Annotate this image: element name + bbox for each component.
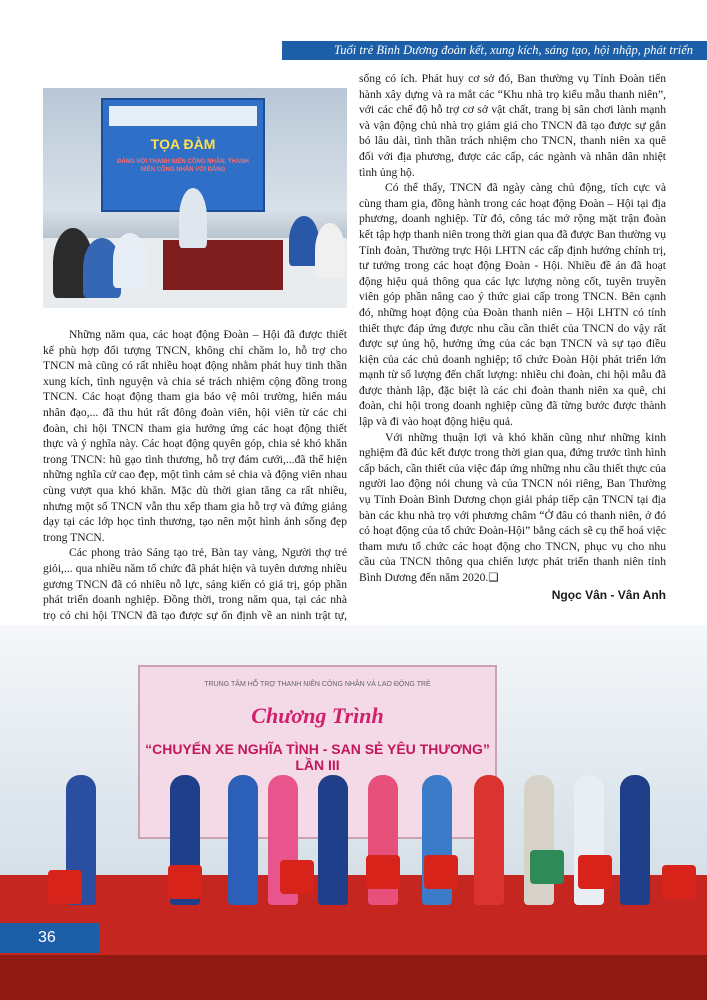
seminar-photo — [43, 88, 347, 308]
person-figure — [228, 775, 258, 905]
gift-bag — [168, 865, 202, 899]
gift-bag — [48, 870, 82, 904]
author-signature: Ngọc Vân - Vân Anh — [551, 587, 666, 602]
gift-bag — [578, 855, 612, 889]
person-figure — [474, 775, 504, 905]
seminar-banner-title: TỌA ĐÀM — [150, 136, 216, 152]
gift-bag — [424, 855, 458, 889]
event-banner-program: Chương Trình — [251, 703, 384, 728]
speaker-figure — [179, 188, 207, 248]
paragraph: sống có ích. Phát huy cơ sở đó, Ban thường vụ Tỉnh Đoàn tiến hành xây dựng và ra mắt các “Khu nhà trọ kiểu mẫu thanh niên”, với các chế độ hỗ trợ cơ sở vật chất, trang bị sân chơi lành mạnh và vận động chủ nhà trọ giảm giá cho TNCN đã tạo được sự gắn bó lâu dài, tình thần trách nhiệm cho TNCN, thanh niên xa quê đối với địa phương, được các cấp, các ngành và nhân dân nhiệt tình ủng hộ. — [359, 72, 666, 179]
charity-event-photo — [0, 625, 707, 1000]
gift-bag — [366, 855, 400, 889]
gift-bag — [280, 860, 314, 894]
event-banner-title: “CHUYẾN XE NGHĨA TÌNH - SAN SẺ YÊU THƯƠNG” LẦN III — [145, 741, 490, 773]
event-banner-org: TRUNG TÂM HỖ TRỢ THANH NIÊN CÔNG NHÂN VÀ LAO ĐỘNG TRẺ — [204, 681, 431, 688]
person-figure — [524, 775, 554, 905]
right-column-text — [359, 71, 666, 603]
paragraph: Với những thuận lợi và khó khăn cũng như những kinh nghiệm đã đúc kết được trong thời gian qua, đứng trước tình hình cấp bách, cần thiết của việc đáp ứng những nhu cầu thiết thực của người lao động nói chung và của TNCN nói riêng, Ban Thường vụ Tỉnh Đoàn Bình Dương chọn giải pháp tiếp cận TNCN tại địa bàn các khu nhà trọ với phương châm “Ở đâu có thanh niên, ở đó có hoạt động của tổ chức Đoàn-Hội” bằng cách sẽ cụ thể hoá việc tham mưu tổ chức các hoạt động cho TNCN, phục vụ cho nhu cầu của TNCN thông qua chiến lược phát triển thanh niên tỉnh Bình Dương đến năm 2020.❑ — [359, 430, 666, 584]
page-number: 36 — [38, 929, 56, 946]
gift-bag — [530, 850, 564, 884]
seminar-banner-subtitle: ĐẢNG VỚI THANH NIÊN CÔNG NHÂN, THANH NIÊN CÔNG NHÂN VỚI ĐẢNG — [117, 159, 249, 173]
running-title: Tuổi trẻ Bình Dương đoàn kết, xung kích, sáng tạo, hội nhập, phát triển — [334, 43, 693, 57]
page-number-box — [0, 923, 100, 953]
running-header — [282, 41, 707, 60]
person-figure — [318, 775, 348, 905]
paragraph: Những năm qua, các hoạt động Đoàn – Hội đã được thiết kế phù hợp đối tượng TNCN, không chỉ chăm lo, hỗ trợ cho TNCN mà cũng có rất nhiều hoạt động nhằm phát huy tinh thần xung kích, tình nguyện và chia sẻ trách nhiệm cộng đồng trong TNCN. Các hoạt động tham gia bảo vệ môi trường, hiến máu nhân đạo,... đã thu hút rất đông đoàn viên, hội viên từ các chi đoàn, chi hội TNCN tham gia hưởng ứng các hoạt động thiết thực và ý nghĩa này. Các hoạt động quyên góp, chia sẻ khó khăn trong TNCN: hũ gạo tình thương, hỗ trợ đám cưới,...đã thể hiện những nghĩa cử cao đẹp, một tình cảm sẻ chia và động viên nhau cùng vượt qua khó khăn. Mặc dù thời gian tăng ca rất nhiều, nhưng một số TNCN vẫn thu xếp tham gia hỗ trợ và đứng giảng dạy tại các lớp học tình thương, tạo nên một hình ảnh sống đẹp trong TNCN. — [43, 328, 347, 544]
paragraph: Có thể thấy, TNCN đã ngày càng chủ động, tích cực và cùng tham gia, đồng hành trong các hoạt động Đoàn – Hội tại địa phương, doanh nghiệp. Từ đó, công tác mở rộng mặt trận đoàn kết tập hợp thanh niên trong thời gian qua đã được Ban thường vụ Tỉnh đoàn, Thường trực Hội LHTN các cấp định hướng chính trị, tư tưởng trong các hoạt động Đoàn - Hội. Nhiều đề án đã hoạt động hiệu quả thông qua các lực lượng nòng cốt, tuyên truyền viên góp phần nâng cao ý thức giai cấp trong TNCN. Bên cạnh đó, những hoạt động của Đoàn thanh niên – Hội LHTN có tính thiết thực đáp ứng được nhu cầu cần thiết của TNCN do vậy rất được sự ủng hộ, hưởng ứng của các bạn TNCN và sự tạo điều kiện của các chủ doanh nghiệp; tổ chức Đoàn Hội phát triển lớn mạnh từ số lượng đến chất lượng: nhiều chi đoàn, chi hội mẫu đã được thành lập, đặc biệt là các chi đoàn thanh niên xa quê, chi đoàn, chi hội trong doanh nghiệp cũng đã từng bước được thành lập và đi vào hoạt động hiệu quả. — [359, 181, 666, 429]
paragraph: Các phong trào Sáng tạo trẻ, Bàn tay vàng, Người thợ trẻ giỏi,... qua nhiều năm tổ chức đã phát hiện và tuyên dương nhiều gương TNCN đã có nhiều nỗ lực, sáng kiến có giá trị, góp phần phát triển doanh nghiệp. Đồng thời, trong năm qua, tại các nhà trọ có chi hội TNCN đã tạo được sự ổn định về an ninh trật tự, — [43, 546, 347, 622]
gift-bag — [662, 865, 696, 899]
person-figure — [620, 775, 650, 905]
